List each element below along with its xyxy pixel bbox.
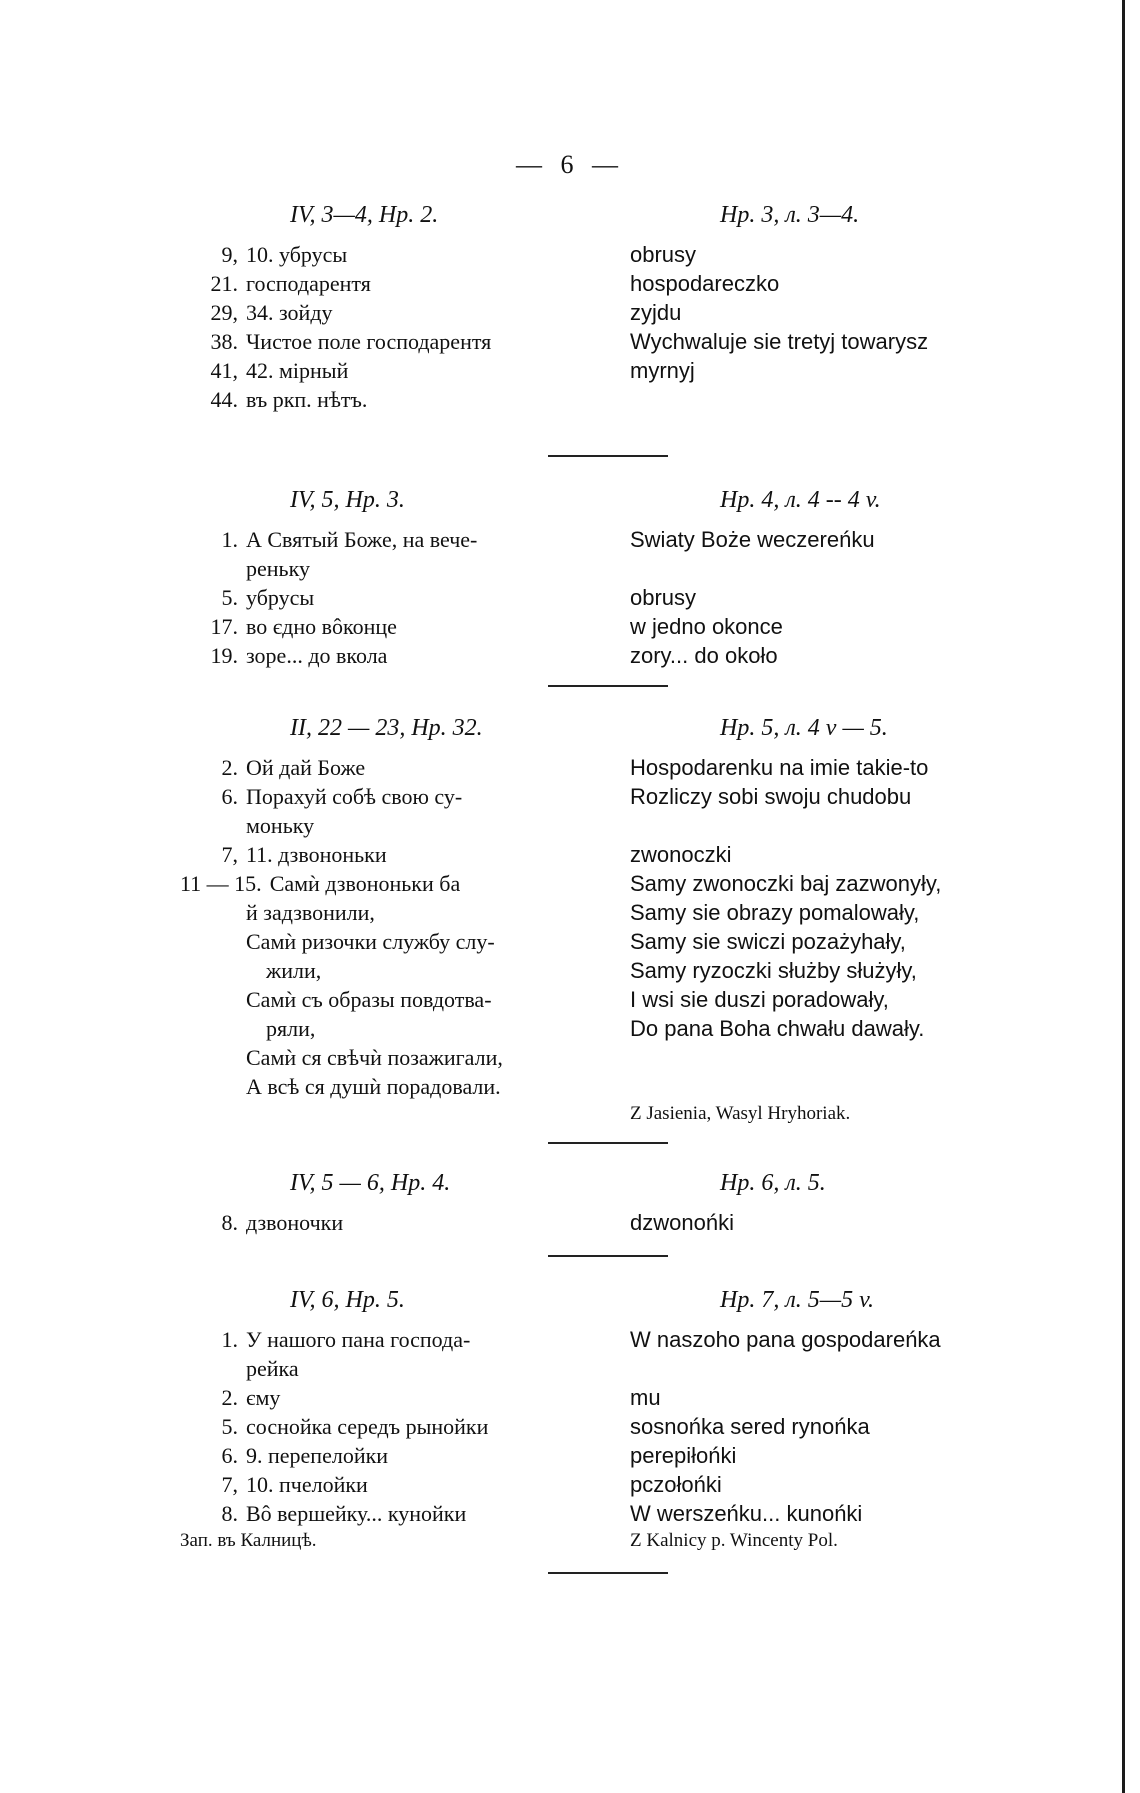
line-number	[190, 1043, 246, 1072]
line-number: 41,	[210, 358, 238, 383]
text-line	[190, 298, 610, 327]
text-line	[190, 1441, 610, 1470]
blank-line	[630, 554, 1050, 583]
text-line: zory... do około	[630, 643, 778, 668]
text-line: Samy zwonoczki baj zazwonyły,	[630, 871, 942, 896]
polish-column	[630, 485, 1050, 670]
text-line: I wsi sie duszi poradowały,	[630, 987, 889, 1012]
text-line	[190, 1208, 610, 1237]
line-text: господарентя	[246, 271, 371, 296]
polish-column	[630, 1285, 1050, 1554]
line-text: 42. мірный	[246, 358, 349, 383]
section-divider	[548, 685, 668, 687]
line-number	[190, 811, 246, 840]
line-text: Самѝ дзвононьки ба	[269, 871, 461, 896]
section-heading: IV, 5, Hp. 3.	[290, 487, 405, 513]
text-line	[190, 554, 610, 583]
text-line: zyjdu	[630, 300, 682, 325]
line-number: 2.	[221, 755, 238, 780]
line-text: убрусы	[246, 585, 315, 610]
text-line: myrnyj	[630, 358, 695, 383]
line-number	[190, 985, 246, 1014]
line-number: 44.	[210, 387, 238, 412]
text-line: W naszoho pana gospodareńka	[630, 1327, 941, 1352]
section-heading: IV, 5 — 6, Hp. 4.	[290, 1170, 451, 1196]
polish-column	[630, 1168, 1050, 1237]
line-text: Вô вершейку... кунойки	[246, 1501, 467, 1526]
line-text: Порахуй собѣ свою су-	[246, 784, 463, 809]
line-number: 8.	[221, 1501, 238, 1526]
text-line: Swiaty Boże weczereńku	[630, 527, 875, 552]
line-text: У нашого пана господа-	[246, 1327, 471, 1352]
section-heading: IV, 3—4, Hp. 2.	[290, 202, 439, 228]
line-number	[190, 1354, 246, 1383]
text-line: Rozliczy sobi swoju chudobu	[630, 784, 912, 809]
line-number: 5.	[221, 1414, 238, 1439]
text-line: Wychwaluje sie tretyj towarysz	[630, 329, 929, 354]
section-heading: Hp. 3, л. 3—4.	[720, 202, 860, 228]
line-number: 9,	[221, 242, 238, 267]
line-text: А всѣ ся душѝ порадовали.	[246, 1074, 501, 1099]
text-line	[190, 753, 610, 782]
spacer	[630, 1043, 1050, 1101]
section-heading: Hp. 6, л. 5.	[720, 1170, 826, 1196]
section-divider	[548, 1572, 668, 1574]
text-line	[190, 840, 610, 869]
line-number: 17.	[210, 614, 238, 639]
line-text: ряли,	[266, 1016, 316, 1041]
text-line	[190, 612, 610, 641]
blank-line	[630, 1354, 1050, 1383]
text-line	[190, 898, 610, 927]
line-text: А Святый Боже, на вече-	[246, 527, 478, 552]
source-signature: Z Kalnicy p. Wincenty Pol.	[630, 1530, 838, 1551]
line-text: Самѝ съ образы повдотва-	[246, 987, 492, 1012]
line-number: 38.	[210, 329, 238, 354]
text-line: perepiłońki	[630, 1443, 737, 1468]
source-signature: Z Jasienia, Wasyl Hryhoriak.	[630, 1103, 851, 1124]
text-line: Samy sie swiczi pozażyhały,	[630, 929, 906, 954]
line-text: Самѝ ризочки службу слу-	[246, 929, 495, 954]
text-line: W werszeńku... kunońki	[630, 1501, 863, 1526]
section-heading: Hp. 7, л. 5—5 v.	[720, 1287, 875, 1313]
text-line: w jedno okonce	[630, 614, 783, 639]
line-number: 8.	[221, 1210, 238, 1235]
text-line	[190, 240, 610, 269]
text-line	[190, 269, 610, 298]
line-text: во єдно вôконце	[246, 614, 397, 639]
line-text: дзвоночки	[246, 1210, 344, 1235]
section-heading: Hp. 4, л. 4 -- 4 v.	[720, 487, 881, 513]
text-line: sosnońka sered rynońka	[630, 1414, 870, 1439]
cyrillic-column	[190, 200, 610, 414]
line-text: Ой дай Боже	[246, 755, 366, 780]
text-line: Do pana Boha chwału dawały.	[630, 1016, 925, 1041]
text-line: pczołońki	[630, 1472, 722, 1497]
line-text: й задзвонили,	[246, 900, 375, 925]
line-text: зоре... до вкола	[246, 643, 388, 668]
text-line	[190, 1325, 610, 1354]
text-line: Hospodarenku na imie takie-to	[630, 755, 929, 780]
line-number: 1.	[221, 527, 238, 552]
text-line: Samy sie obrazy pomalowały,	[630, 900, 920, 925]
text-line	[190, 1383, 610, 1412]
text-line	[190, 782, 610, 811]
cyrillic-column	[180, 713, 610, 1101]
line-number: 1.	[221, 1327, 238, 1352]
text-line	[190, 1354, 610, 1383]
line-number: 19.	[210, 643, 238, 668]
line-text: въ ркп. нѣтъ.	[246, 387, 368, 412]
line-text: 10. пчелойки	[246, 1472, 368, 1497]
text-line	[190, 583, 610, 612]
section-divider	[548, 1142, 668, 1144]
line-number: 2.	[221, 1385, 238, 1410]
text-line	[190, 327, 610, 356]
polish-column	[630, 200, 1050, 385]
cyrillic-column	[180, 1285, 610, 1554]
cyrillic-column	[190, 485, 610, 670]
line-number	[190, 1072, 246, 1101]
line-number: 11 — 15.	[180, 871, 262, 896]
text-line	[190, 1470, 610, 1499]
line-text: рейка	[246, 1356, 299, 1381]
line-text: 34. зойду	[246, 300, 333, 325]
text-line	[190, 1499, 610, 1528]
line-text: Чистое поле господарентя	[246, 329, 492, 354]
text-line: obrusy	[630, 585, 697, 610]
section-heading: Hp. 5, л. 4 v — 5.	[720, 715, 888, 741]
line-text: моньку	[246, 813, 315, 838]
line-text: 9. перепелойки	[246, 1443, 389, 1468]
text-line: hospodareczko	[630, 271, 780, 296]
cyrillic-column	[190, 1168, 610, 1237]
line-text: соснойка середъ рынойки	[246, 1414, 489, 1439]
line-number: 6.	[221, 1443, 238, 1468]
line-text: реньку	[246, 556, 310, 581]
text-line	[180, 869, 610, 898]
line-text: 10. убрусы	[246, 242, 348, 267]
line-number: 29,	[210, 300, 238, 325]
text-line	[190, 1043, 610, 1072]
line-number	[190, 927, 246, 956]
text-line: dzwonońki	[630, 1210, 734, 1235]
text-line: mu	[630, 1385, 661, 1410]
section-heading: II, 22 — 23, Hp. 32.	[290, 715, 483, 741]
text-line	[190, 525, 610, 554]
line-number: 7,	[221, 1472, 238, 1497]
line-text: Самѝ ся свѣчѝ позажигали,	[246, 1045, 503, 1070]
line-number: 21.	[210, 271, 238, 296]
section-divider	[548, 455, 668, 457]
text-line: obrusy	[630, 242, 697, 267]
line-number: 7,	[221, 842, 238, 867]
text-line	[190, 1412, 610, 1441]
text-line	[190, 1014, 610, 1043]
line-text: 11. дзвононьки	[246, 842, 387, 867]
source-signature: Зап. въ Калницѣ.	[180, 1530, 317, 1551]
line-text: жили,	[266, 958, 322, 983]
line-number: 6.	[221, 784, 238, 809]
page-edge-rule	[1122, 0, 1125, 1793]
text-line	[190, 641, 610, 670]
line-number	[190, 554, 246, 583]
text-line	[190, 927, 610, 956]
blank-line	[630, 811, 1050, 840]
text-line	[190, 385, 610, 414]
line-number: 5.	[221, 585, 238, 610]
line-number	[190, 898, 246, 927]
page-number: — 6 —	[516, 150, 624, 179]
text-line	[190, 1072, 610, 1101]
section-divider	[548, 1255, 668, 1257]
line-text: єму	[246, 1385, 281, 1410]
text-line	[190, 985, 610, 1014]
section-heading: IV, 6, Hp. 5.	[290, 1287, 405, 1313]
text-line	[190, 811, 610, 840]
text-line: zwonoczki	[630, 842, 732, 867]
text-line: Samy ryzoczki służby służyły,	[630, 958, 917, 983]
text-line	[190, 356, 610, 385]
polish-column	[630, 713, 1050, 1127]
text-line	[190, 956, 610, 985]
